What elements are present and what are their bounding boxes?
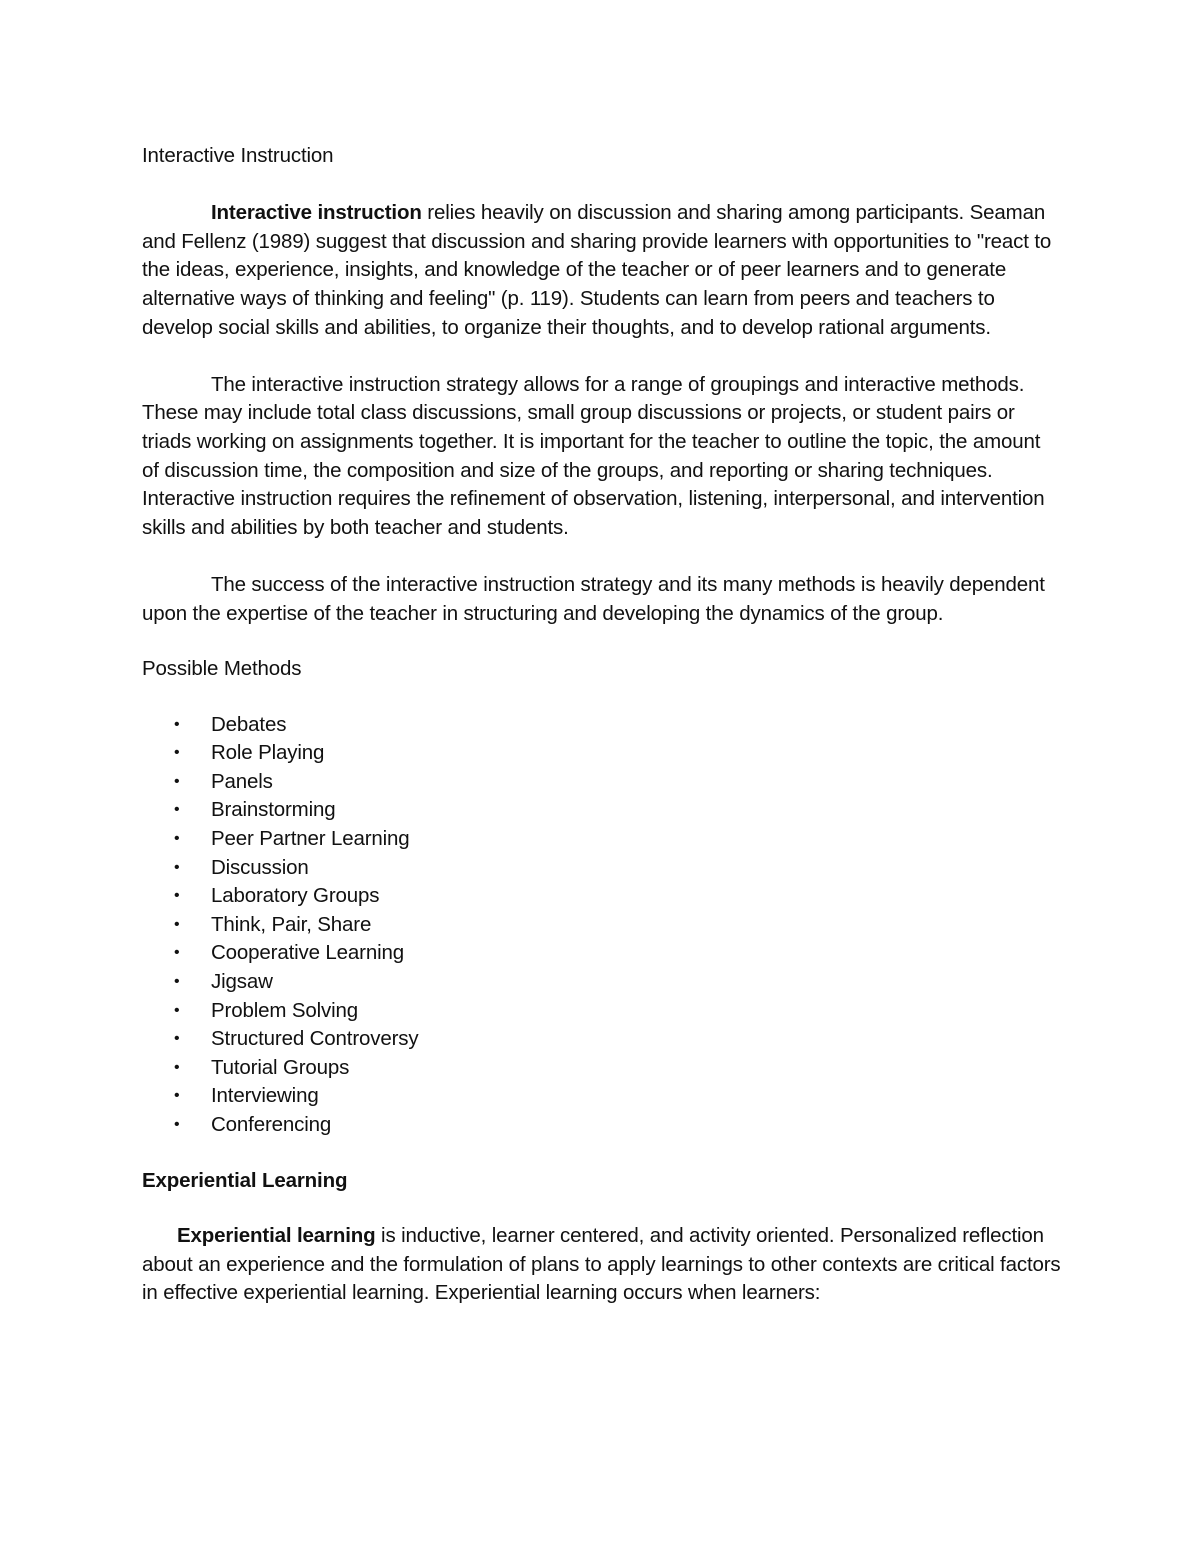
list-item-label: Problem Solving (211, 998, 359, 1022)
spacer (142, 684, 1062, 711)
spacer (142, 1140, 1062, 1167)
list-item-label: Discussion (211, 855, 309, 879)
list-item (142, 1025, 1062, 1054)
spacer (142, 342, 1062, 371)
list-item-label: Debates (211, 712, 287, 736)
section-heading-interactive-instruction: Interactive Instruction (142, 144, 334, 167)
bullet-icon: • (174, 973, 180, 991)
methods-list (142, 711, 1062, 1140)
list-item-label: Role Playing (211, 741, 325, 765)
list-item (142, 1082, 1062, 1111)
section-heading-possible-methods: Possible Methods (142, 657, 302, 681)
bullet-icon: • (174, 1116, 180, 1133)
bullet-icon: • (174, 1001, 180, 1019)
document-body (142, 142, 1062, 1308)
bullet-icon: • (174, 744, 180, 762)
bullet-icon: • (174, 772, 180, 790)
list-item (142, 854, 1062, 883)
spacer (142, 628, 1062, 655)
list-item (142, 882, 1062, 911)
list-item (142, 911, 1062, 940)
bullet-icon: • (174, 858, 180, 876)
list-item-label: Conferencing (211, 1113, 332, 1136)
list-item-label: Panels (211, 769, 273, 793)
list-item (142, 997, 1062, 1026)
paragraph-text: is inductive, learner centered, and activity oriented. Personalized reflection about an experience and the formulation of plans to apply learnings to other contexts are critical factors in effective experiential learning. Experiential learning occurs when learners: (142, 1224, 1061, 1305)
spacer (142, 171, 1062, 200)
list-item (142, 1111, 1062, 1140)
list-item-label: Laboratory Groups (211, 884, 380, 908)
bullet-icon: • (174, 944, 180, 962)
bold-lead-term: Experiential learning (177, 1224, 376, 1248)
bullet-icon: • (174, 715, 180, 733)
bullet-icon: • (174, 887, 180, 905)
paragraph-experiential (142, 1222, 1062, 1308)
bold-lead-term: Interactive instruction (211, 201, 422, 225)
paragraph-intro (142, 199, 1062, 342)
section-heading-experiential-learning: Experiential Learning (142, 1168, 348, 1192)
bullet-icon: • (174, 1058, 180, 1076)
list-item-label: Structured Controversy (211, 1027, 419, 1051)
list-item (142, 1054, 1062, 1083)
list-item (142, 968, 1062, 997)
list-item (142, 825, 1062, 854)
list-item (142, 739, 1062, 768)
spacer (142, 1195, 1062, 1222)
bullet-icon: • (174, 1087, 180, 1105)
bullet-icon: • (174, 1030, 180, 1048)
bullet-icon: • (174, 830, 180, 848)
paragraph-groupings: The interactive instruction strategy allows for a range of groupings and interactive methods. These may include total class discussions, small group discussions or projects, or student pairs or triads working on assignments together. It is important for the teacher to outline the topic, the amount of discussion time, the composition and size of the groups, and reporting or sharing techniques. Interactive instruction requires the refinement of observation, listening, interpersonal, and intervention skills and abilities by both teacher and students. (142, 372, 1045, 539)
list-item-label: Peer Partner Learning (211, 827, 410, 851)
spacer (142, 542, 1062, 571)
list-item (142, 939, 1062, 968)
list-item (142, 711, 1062, 740)
bullet-icon: • (174, 915, 180, 933)
paragraph-text: relies heavily on discussion and sharing among participants. Seaman and Fellenz (1989) suggest that discussion and sharing provide learners with opportunities to "react to the ideas, experience, insights, and knowledge of the teacher or of peer learners and to generate alternative ways of thinking and feeling" (p. 119). Students can learn from peers and teachers to develop social skills and abilities, to organize their thoughts, and to develop rational arguments. (142, 201, 1052, 339)
list-item-label: Cooperative Learning (211, 941, 405, 965)
list-item-label: Interviewing (211, 1084, 319, 1108)
list-item-label: Jigsaw (211, 970, 273, 994)
list-item-label: Think, Pair, Share (211, 912, 372, 936)
paragraph-success: The success of the interactive instruction strategy and its many methods is heavily dependent upon the expertise of the teacher in structuring and developing the dynamics of the group. (142, 572, 1045, 625)
list-item-label: Tutorial Groups (211, 1055, 350, 1079)
list-item-label: Brainstorming (211, 798, 336, 822)
bullet-icon: • (174, 801, 180, 819)
list-item (142, 768, 1062, 797)
list-item (142, 796, 1062, 825)
